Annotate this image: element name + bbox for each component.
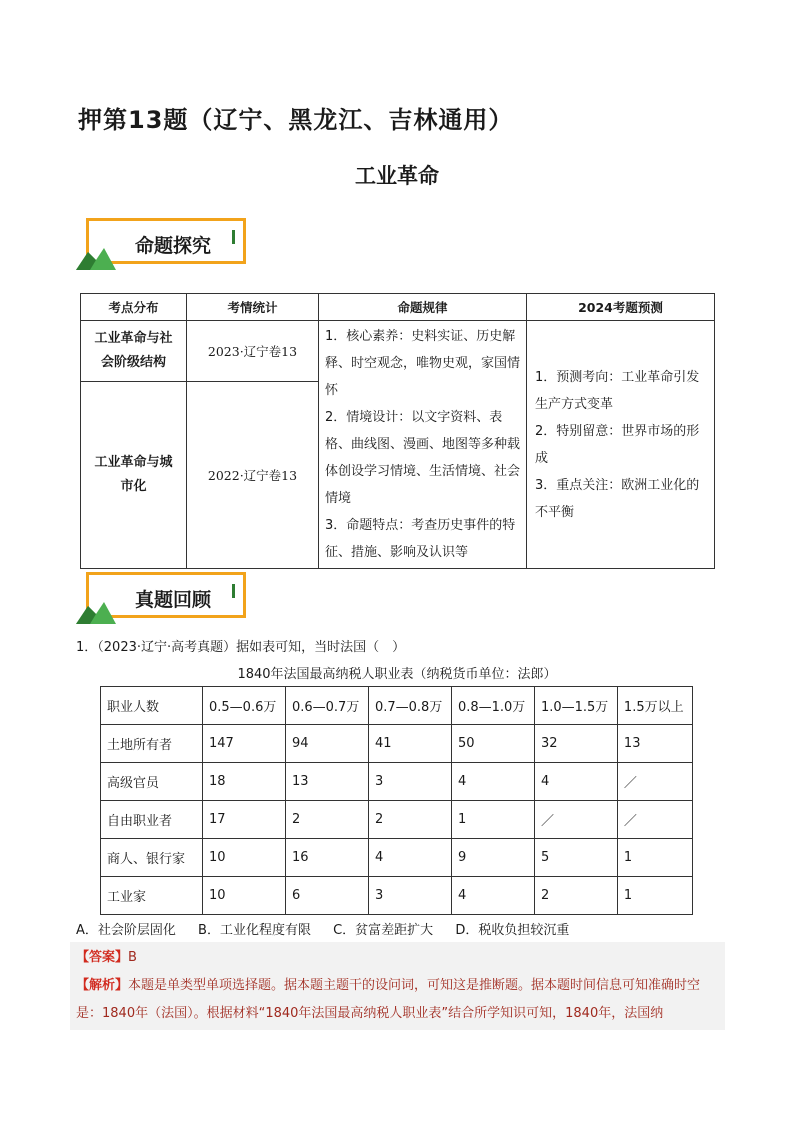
- prediction-item: 1．预测考向：工业革命引发生产方式变革: [535, 369, 700, 412]
- rules-cell: [319, 321, 527, 569]
- table-cell: 13: [617, 725, 692, 763]
- badge-tick-mark: [232, 584, 235, 598]
- analysis-line: [76, 972, 719, 1028]
- option-d: D．税收负担较沉重: [455, 923, 570, 938]
- table-row: [81, 321, 715, 382]
- header-cell: 职业人数: [101, 687, 203, 725]
- table-cell: 6: [285, 877, 368, 915]
- stat-cell: 2022·辽宁卷13: [187, 381, 319, 568]
- table-cell: 4: [368, 839, 451, 877]
- table-row: [101, 877, 693, 915]
- rule-item: 1．核心素养：史料实证、历史解释、时空观念，唯物史观，家国情怀: [325, 329, 521, 398]
- prediction-cell: [527, 321, 715, 569]
- answer-value: B: [128, 950, 137, 965]
- prediction-item: 3．重点关注：欧洲工业化的不平衡: [535, 477, 700, 520]
- table-cell: 2: [534, 877, 617, 915]
- table-header-row: [101, 687, 693, 725]
- table-cell: 10: [203, 839, 286, 877]
- table-cell: 10: [203, 877, 286, 915]
- table-cell: 147: [203, 725, 286, 763]
- table-caption: 1840年法国最高纳税人职业表（纳税货币单位：法郎）: [237, 667, 557, 682]
- table-cell: 3: [368, 877, 451, 915]
- table-cell: 2: [285, 801, 368, 839]
- answer-tag: 【答案】: [76, 950, 129, 965]
- header-cell: 1.5万以上: [617, 687, 692, 725]
- table-cell: ／: [617, 763, 692, 801]
- header-cell: 1.0—1.5万: [534, 687, 617, 725]
- prediction-item: 2．特别留意：世界市场的形成: [535, 423, 700, 466]
- table-cell: 94: [285, 725, 368, 763]
- section-badge-explore: [76, 218, 246, 268]
- answer-options: [76, 919, 587, 938]
- table-cell: 4: [451, 877, 534, 915]
- table-cell: 3: [368, 763, 451, 801]
- page-title: 押第13题（辽宁、黑龙江、吉林通用）: [78, 106, 514, 134]
- table-row: [101, 725, 693, 763]
- table-row: [101, 801, 693, 839]
- topic-cell: 工业革命与社会阶级结构: [81, 321, 187, 382]
- header-cell: 命题规律: [319, 294, 527, 321]
- table-cell: 41: [368, 725, 451, 763]
- table-cell: 2: [368, 801, 451, 839]
- answer-block: [70, 942, 725, 1030]
- header-cell: 0.7—0.8万: [368, 687, 451, 725]
- badge-label: 真题回顾: [135, 589, 212, 611]
- option-b: B．工业化程度有限: [198, 923, 311, 938]
- header-cell: 0.8—1.0万: [451, 687, 534, 725]
- table-cell: 5: [534, 839, 617, 877]
- header-cell: 考情统计: [187, 294, 319, 321]
- table-cell: 土地所有者: [101, 725, 203, 763]
- badge-label: 命题探究: [135, 235, 212, 257]
- table-cell: 32: [534, 725, 617, 763]
- taxpayer-table: [100, 686, 693, 915]
- header-cell: 0.6—0.7万: [285, 687, 368, 725]
- table-cell: ／: [534, 801, 617, 839]
- hill-icon: [76, 242, 116, 270]
- analysis-text: 本题是单类型单项选择题。据本题主题干的设问词，可知这是推断题。据本题时间信息可知准确时空是：1840年（法国）。根据材料“1840年法国最高纳税人职业表”结合所学知识可知，1840年，法国纳: [76, 978, 701, 1021]
- rule-item: 3．命题特点：考查历史事件的特征、措施、影响及认识等: [325, 518, 516, 560]
- table-cell: 4: [451, 763, 534, 801]
- table-cell: 18: [203, 763, 286, 801]
- exam-analysis-table: [80, 293, 715, 569]
- table-cell: 商人、银行家: [101, 839, 203, 877]
- table-cell: 1: [617, 877, 692, 915]
- table-row: [101, 763, 693, 801]
- analysis-tag: 【解析】: [76, 978, 129, 993]
- table-cell: 1: [451, 801, 534, 839]
- stat-cell: 2023·辽宁卷13: [187, 321, 319, 382]
- table-cell: 自由职业者: [101, 801, 203, 839]
- header-cell: 0.5—0.6万: [203, 687, 286, 725]
- table-cell: ／: [617, 801, 692, 839]
- table-cell: 9: [451, 839, 534, 877]
- table-cell: 工业家: [101, 877, 203, 915]
- table-cell: 50: [451, 725, 534, 763]
- hill-icon: [76, 596, 116, 624]
- table-cell: 4: [534, 763, 617, 801]
- header-cell: 2024考题预测: [527, 294, 715, 321]
- table-cell: 高级官员: [101, 763, 203, 801]
- answer-line: [76, 944, 719, 972]
- page-subtitle: 工业革命: [355, 164, 439, 188]
- question-stem: 1．（2023·辽宁·高考真题）据如表可知，当时法国（ ）: [76, 640, 406, 655]
- rule-item: 2．情境设计：以文字资料、表格、曲线图、漫画、地图等多种载体创设学习情境、生活情境、社会情境: [325, 410, 521, 506]
- badge-tick-mark: [232, 230, 235, 244]
- table-row: [101, 839, 693, 877]
- table-cell: 1: [617, 839, 692, 877]
- option-c: C．贫富差距扩大: [333, 923, 434, 938]
- table-header-row: [81, 294, 715, 321]
- table-cell: 13: [285, 763, 368, 801]
- header-cell: 考点分布: [81, 294, 187, 321]
- section-badge-review: [76, 572, 246, 622]
- option-a: A．社会阶层固化: [76, 923, 176, 938]
- table-cell: 16: [285, 839, 368, 877]
- topic-cell: 工业革命与城市化: [81, 381, 187, 568]
- table-cell: 17: [203, 801, 286, 839]
